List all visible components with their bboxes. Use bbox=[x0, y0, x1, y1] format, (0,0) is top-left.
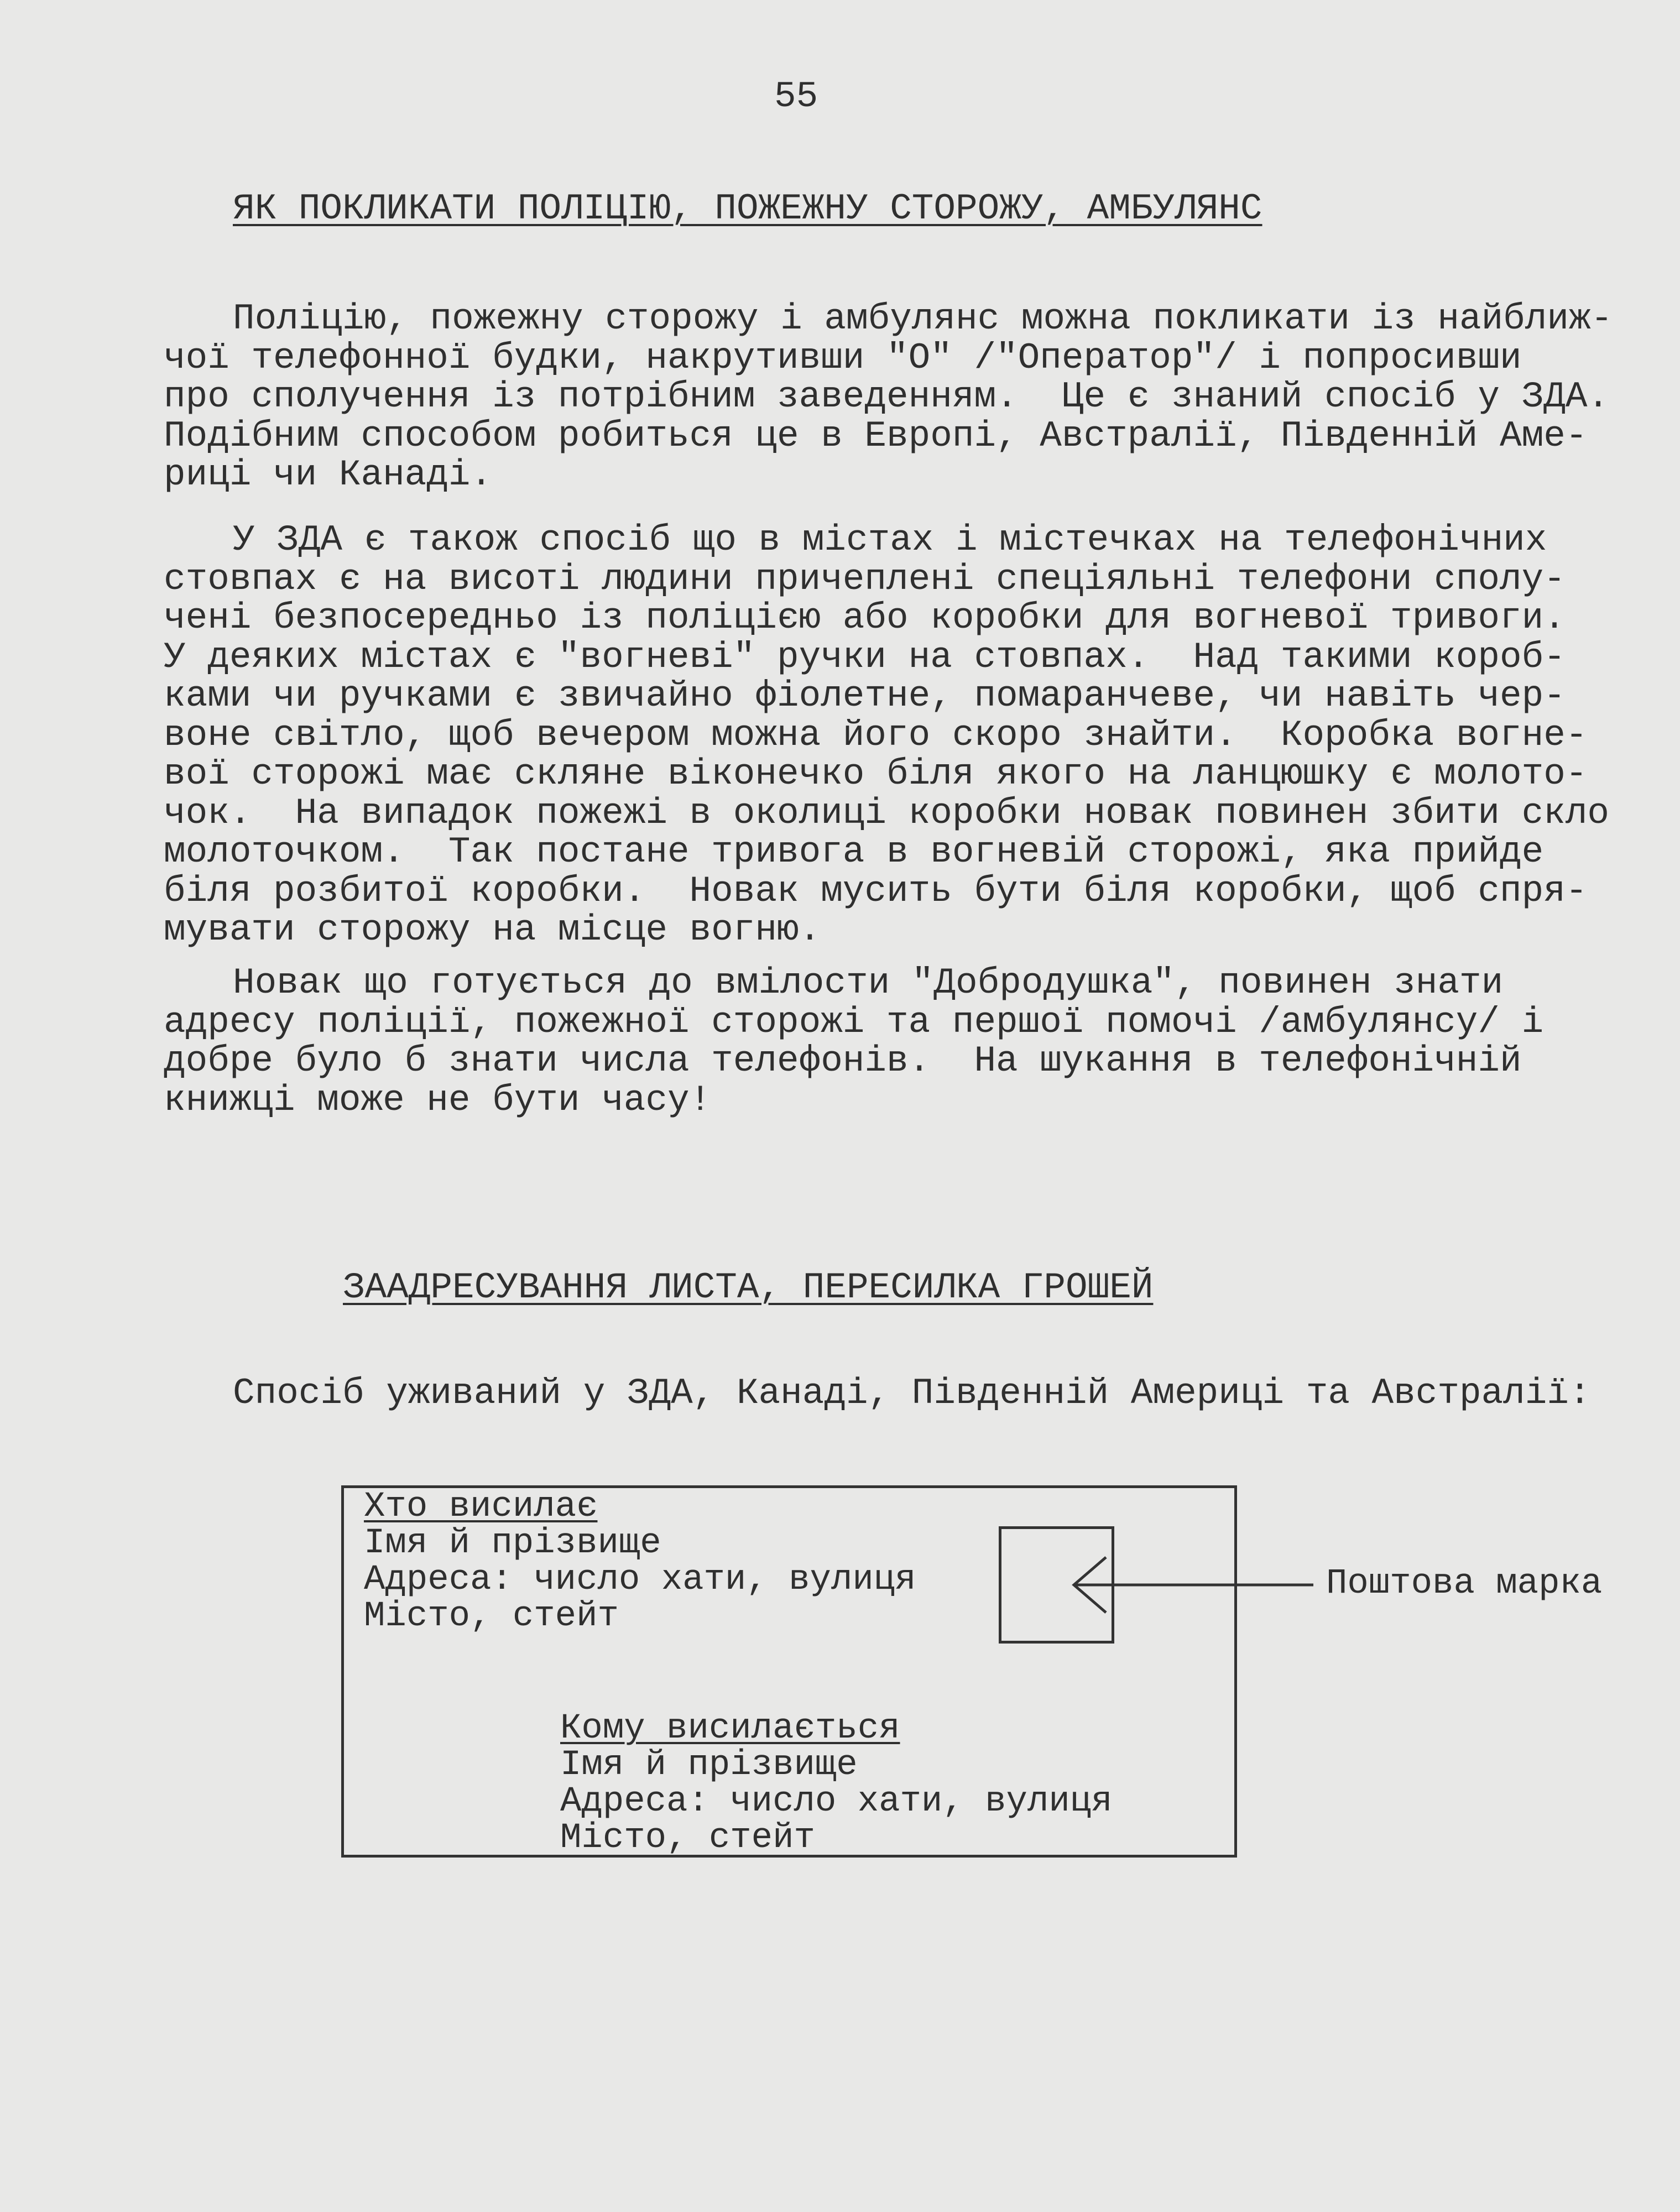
text-line: про сполучення із потрібним заведенням. Це є знаний спосіб у ЗДА. bbox=[164, 376, 1610, 418]
text-line: вої сторожі має скляне віконечко біля якого на ланцюшку є молото- bbox=[164, 753, 1588, 795]
sender-line: Місто, стейт bbox=[364, 1597, 619, 1636]
text-line: У ЗДА є також спосіб що в містах і містечках на телефонічних bbox=[233, 519, 1547, 561]
text-line: адресу поліції, пожежної сторожі та першої помочі /амбулянсу/ і bbox=[164, 1001, 1544, 1043]
text-line: книжці може не бути часу! bbox=[164, 1079, 712, 1121]
text-line: Новак що готується до вмілости "Добродушка", повинен знати bbox=[233, 962, 1504, 1004]
page-number: 55 bbox=[774, 76, 818, 117]
recipient-heading: Кому висилається bbox=[560, 1709, 900, 1749]
text-line: чені безпосередньо із поліцією або коробки для вогневої тривоги. bbox=[164, 597, 1566, 639]
text-line: ками чи ручками є звичайно фіолетне, помаранчеве, чи навіть чер- bbox=[164, 675, 1566, 717]
text-line: чок. На випадок пожежі в околиці коробки новак повинен збити скло bbox=[164, 792, 1610, 834]
recipient-line: Імя й прізвище bbox=[560, 1745, 858, 1785]
stamp-label: Поштова марка bbox=[1326, 1564, 1603, 1604]
text-line: молоточком. Так постане тривога в вогневій сторожі, яка прийде bbox=[164, 831, 1544, 873]
text-line: чої телефонної будки, накрутивши "О" /"Оператор"/ і попросивши bbox=[164, 337, 1522, 379]
text-line: Подібним способом робиться це в Европі, Австралії, Південній Аме- bbox=[164, 415, 1588, 457]
section-title-addressing: ЗААДРЕСУВАННЯ ЛИСТА, ПЕРЕСИЛКА ГРОШЕЙ bbox=[343, 1267, 1154, 1308]
text-line: воне світло, щоб вечером можна його скоро знайти. Коробка вогне- bbox=[164, 714, 1588, 756]
text-line: стовпах є на висоті людини причеплені спеціяльні телефони сполу- bbox=[164, 558, 1566, 600]
text-line: добре було б знати числа телефонів. На шукання в телефонічній bbox=[164, 1040, 1522, 1082]
section-title-emergency: ЯК ПОКЛИКАТИ ПОЛІЦІЮ, ПОЖЕЖНУ СТОРОЖУ, АМБУЛЯНС bbox=[233, 188, 1262, 229]
sender-heading: Хто висилає bbox=[364, 1487, 598, 1527]
sender-line: Адреса: число хати, вулиця bbox=[364, 1560, 916, 1600]
text-line: Поліцію, пожежну сторожу і амбулянс можна покликати із найближ- bbox=[233, 298, 1613, 340]
text-line: біля розбитої коробки. Новак мусить бути біля коробки, щоб спря- bbox=[164, 870, 1588, 912]
intro-line: Спосіб уживаний у ЗДА, Канаді, Південній Америці та Австралії: bbox=[233, 1373, 1591, 1414]
text-line: риці чи Канаді. bbox=[164, 454, 493, 495]
recipient-line: Адреса: число хати, вулиця bbox=[560, 1782, 1113, 1822]
text-line: мувати сторожу на місце вогню. bbox=[164, 909, 821, 951]
recipient-line: Місто, стейт bbox=[560, 1818, 815, 1858]
sender-line: Імя й прізвище bbox=[364, 1524, 661, 1563]
text-line: У деяких містах є "вогневі" ручки на стовпах. Над такими короб- bbox=[164, 636, 1566, 678]
